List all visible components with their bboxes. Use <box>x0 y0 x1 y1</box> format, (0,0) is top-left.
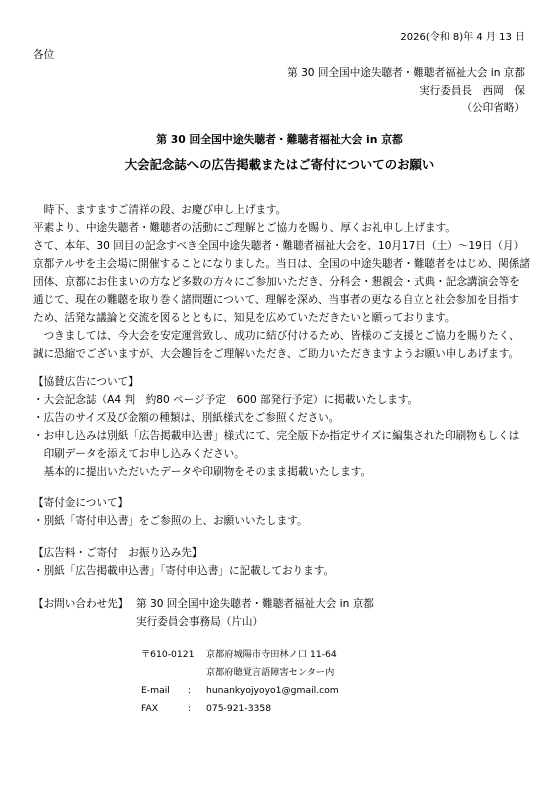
body-line: 京都テルサを主会場に開催することになりました。当日は、全国の中途失聴者・難聴者をはじめ、関係諸 <box>33 258 530 270</box>
contact-organization: 第 30 回全国中途失聴者・難聴者福祉大会 in 京都 <box>136 598 374 610</box>
seal-omitted-note: （公印省略） <box>461 102 525 114</box>
addressee: 各位 <box>33 49 55 61</box>
sponsor-ad-item: ・大会記念誌（A4 判 約80 ページ予定 600 部発行予定）に掲載いたします。 <box>33 394 419 406</box>
sender-organization: 第 30 回全国中途失聴者・難聴者福祉大会 in 京都 <box>287 67 525 79</box>
body-line: さて、本年、30 回目の記念すべき全国中途失聴者・難聴者福祉大会を、10月17日（土）～19日（月） <box>33 240 525 252</box>
address-line-1: 京都府城陽市寺田林ノ口 11-64 <box>206 649 337 660</box>
letter-date: 2026(令和 8)年 4 月 13 日 <box>400 32 525 43</box>
email-separator: : <box>188 685 192 696</box>
email-label: E-mail <box>141 685 170 696</box>
body-line: ため、活発な議論と交流を図るとともに、知見を広めていただきたいと願っております。 <box>33 312 456 324</box>
sender-role: 実行委員長 西岡 保 <box>419 85 525 97</box>
fax-label: FAX <box>141 703 159 714</box>
sponsor-ad-item: ・お申し込みは別紙「広告掲載申込書」様式にて、完全版下か指定サイズに編集された印刷物もしくは <box>33 430 520 442</box>
sponsor-ad-heading: 【協賛広告について】 <box>33 376 139 388</box>
body-line: つきましては、今大会を安定運営致し、成功に結び付けるため、皆様のご支援とご協力を賜りたく、 <box>33 330 520 342</box>
address-line-2: 京都府聴覚言語障害センター内 <box>206 667 335 678</box>
event-title: 第 30 回全国中途失聴者・難聴者福祉大会 in 京都 <box>156 133 403 146</box>
fax-number: 075-921-3358 <box>206 703 272 714</box>
body-line: 団体、京都にお住まいの方など多数の方々にご参加いただき、分科会・懇親会・式典・記念講演会等を <box>33 276 520 288</box>
email-address[interactable]: hunankyojyoyo1@gmail.com <box>206 685 339 696</box>
transfer-item: ・別紙「広告掲載申込書」「寄付申込書」に記載しております。 <box>33 565 335 577</box>
letter-subject: 大会記念誌への広告掲載またはご寄付についてのお願い <box>124 157 435 172</box>
fax-separator: : <box>188 703 192 714</box>
body-line: 通じて、現在の難聴を取り巻く諸問題について、理解を深め、当事者の更なる自立と社会参加を目指す <box>33 294 520 306</box>
donation-item: ・別紙「寄付申込書」をご参照の上、お願いいたします。 <box>33 515 308 527</box>
transfer-heading: 【広告料・ご寄付 お振り込み先】 <box>33 547 203 559</box>
postal-code: 〒610-0121 <box>141 649 195 660</box>
sponsor-ad-item: ・広告のサイズ及び金額の種類は、別紙様式をご参照ください。 <box>33 412 340 424</box>
body-line: 誠に恐縮でございますが、大会趣旨をご理解いただき、ご助力いただきますようお願い申しあげます。 <box>33 348 520 360</box>
donation-heading: 【寄付金について】 <box>33 497 129 509</box>
contact-office: 実行委員会事務局（片山） <box>136 616 264 628</box>
body-line: 平素より、中途失聴者・難聴者の活動にご理解とご協力を賜り、厚くお礼申し上げます。 <box>33 222 456 234</box>
sponsor-ad-item: 印刷データを添えてお申し込みください。 <box>33 448 245 460</box>
body-line: 時下、ますますご清祥の段、お慶び申し上げます。 <box>33 204 287 216</box>
sponsor-ad-item: 基本的に提出いただいたデータや印刷物をそのまま掲載いたします。 <box>33 466 372 478</box>
contact-heading: 【お問い合わせ先】 <box>33 598 129 610</box>
